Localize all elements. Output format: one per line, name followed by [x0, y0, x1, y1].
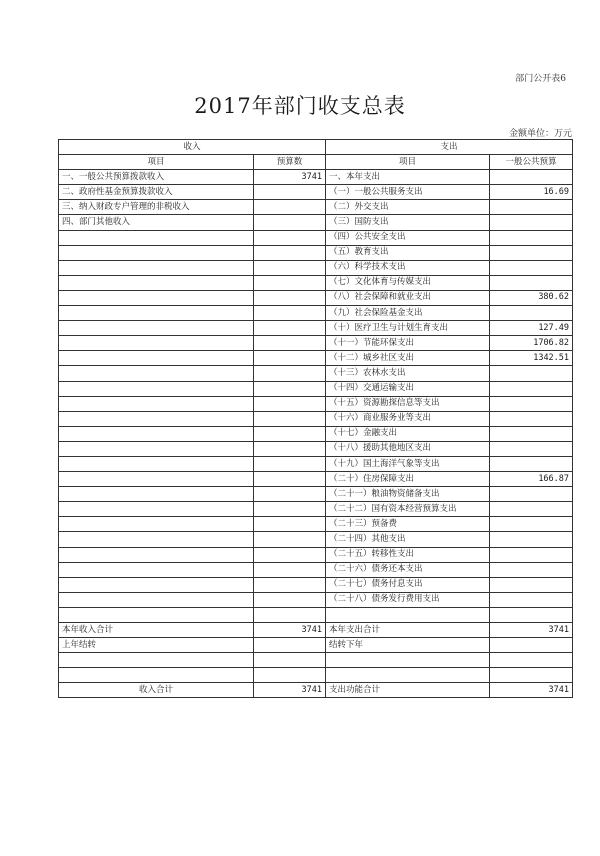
income-item-cell: 二、政府性基金预算拨款收入	[59, 185, 254, 200]
income-amount-cell	[254, 336, 326, 351]
expense-amount-cell	[490, 487, 573, 502]
expense-amount-cell	[490, 245, 573, 260]
expense-item-cell: （二十七）债务付息支出	[326, 577, 490, 592]
income-amount-cell	[254, 562, 326, 577]
expense-item-cell: （十九）国土海洋气象等支出	[326, 456, 490, 471]
income-item-cell	[59, 577, 254, 592]
income-amount-cell	[254, 502, 326, 517]
expense-amount-cell	[490, 411, 573, 426]
table-row	[59, 487, 573, 502]
income-amount-cell: 3741	[254, 683, 326, 698]
expense-item-cell: （十五）资源勘探信息等支出	[326, 396, 490, 411]
expense-budget-header: 一般公共预算	[490, 155, 573, 170]
amount-unit: 金额单位：万元	[508, 129, 572, 139]
expense-item-cell: （二十三）预备费	[326, 517, 490, 532]
income-item-header: 项目	[59, 155, 254, 170]
expense-amount-cell	[490, 366, 573, 381]
table-row	[59, 472, 573, 487]
income-item-cell	[59, 245, 254, 260]
table-row	[59, 215, 573, 230]
income-amount-cell	[254, 260, 326, 275]
income-amount-cell	[254, 426, 326, 441]
income-expense-table	[58, 139, 573, 698]
table-row	[59, 623, 573, 638]
expense-item-cell: （二十四）其他支出	[326, 532, 490, 547]
expense-item-cell: 支出功能合计	[326, 683, 490, 698]
income-budget-header: 预算数	[254, 155, 326, 170]
expense-item-cell	[326, 653, 490, 668]
table-row	[59, 366, 573, 381]
income-amount-cell	[254, 200, 326, 215]
income-item-cell	[59, 321, 254, 336]
table-row	[59, 456, 573, 471]
income-amount-cell	[254, 517, 326, 532]
expense-amount-cell	[490, 441, 573, 456]
expense-amount-cell	[490, 547, 573, 562]
expense-item-cell: （二）外交支出	[326, 200, 490, 215]
income-item-cell	[59, 411, 254, 426]
expense-item-cell: 一、本年支出	[326, 170, 490, 185]
expense-item-cell: （六）科学技术支出	[326, 260, 490, 275]
income-amount-cell	[254, 366, 326, 381]
expense-item-cell: （十七）金融支出	[326, 426, 490, 441]
expense-amount-cell	[490, 517, 573, 532]
income-item-cell	[59, 487, 254, 502]
table-row	[59, 562, 573, 577]
income-amount-cell	[254, 592, 326, 607]
expense-item-cell: （十二）城乡社区支出	[326, 351, 490, 366]
expense-item-header: 项目	[326, 155, 490, 170]
income-amount-cell	[254, 653, 326, 668]
expense-item-cell: （八）社会保障和就业支出	[326, 290, 490, 305]
column-header-row	[59, 155, 573, 170]
expense-amount-cell	[490, 200, 573, 215]
table-body	[59, 170, 573, 698]
table-row	[59, 245, 573, 260]
expense-amount-cell: 380.62	[490, 290, 573, 305]
income-item-cell	[59, 426, 254, 441]
table-row	[59, 185, 573, 200]
expense-item-cell: （七）文化体育与传媒支出	[326, 275, 490, 290]
income-amount-cell	[254, 290, 326, 305]
income-item-cell	[59, 260, 254, 275]
expense-amount-cell: 166.87	[490, 472, 573, 487]
income-item-cell	[59, 306, 254, 321]
income-amount-cell	[254, 441, 326, 456]
income-item-cell	[59, 275, 254, 290]
expense-amount-cell: 1706.82	[490, 336, 573, 351]
expense-item-cell: （十四）交通运输支出	[326, 381, 490, 396]
expense-amount-cell	[490, 653, 573, 668]
income-amount-cell	[254, 472, 326, 487]
income-amount-cell	[254, 547, 326, 562]
expense-amount-cell	[490, 532, 573, 547]
income-item-cell	[59, 532, 254, 547]
table-row	[59, 653, 573, 668]
income-item-cell	[59, 336, 254, 351]
table-row	[59, 577, 573, 592]
expense-item-cell: （五）教育支出	[326, 245, 490, 260]
income-item-cell	[59, 456, 254, 471]
expense-item-cell: （一）一般公共服务支出	[326, 185, 490, 200]
expense-item-cell	[326, 607, 490, 622]
income-amount-cell: 3741	[254, 623, 326, 638]
income-item-cell	[59, 668, 254, 683]
income-item-cell: 收入合计	[59, 683, 254, 698]
table-row	[59, 668, 573, 683]
expense-amount-cell	[490, 230, 573, 245]
income-item-cell	[59, 517, 254, 532]
page-title: 2017年部门收支总表	[194, 94, 406, 118]
expense-amount-cell	[490, 577, 573, 592]
income-amount-cell	[254, 638, 326, 653]
income-item-cell: 上年结转	[59, 638, 254, 653]
income-item-cell	[59, 592, 254, 607]
expense-amount-cell	[490, 215, 573, 230]
income-amount-cell	[254, 411, 326, 426]
income-amount-cell	[254, 306, 326, 321]
expense-amount-cell	[490, 668, 573, 683]
expense-item-cell: （十一）节能环保支出	[326, 336, 490, 351]
expense-item-cell: （四）公共安全支出	[326, 230, 490, 245]
income-item-cell: 本年收入合计	[59, 623, 254, 638]
expense-item-cell: （二十八）债务发行费用支出	[326, 592, 490, 607]
income-item-cell: 三、纳入财政专户管理的非税收入	[59, 200, 254, 215]
income-amount-cell	[254, 396, 326, 411]
expense-item-cell: （十六）商业服务业等支出	[326, 411, 490, 426]
income-item-cell	[59, 653, 254, 668]
income-amount-cell	[254, 215, 326, 230]
income-item-cell	[59, 381, 254, 396]
expense-amount-cell	[490, 638, 573, 653]
section-header-row	[59, 140, 573, 155]
table-row	[59, 381, 573, 396]
expense-item-cell: （二十一）粮油物资储备支出	[326, 487, 490, 502]
income-section-header: 收入	[59, 140, 326, 155]
expense-amount-cell: 3741	[490, 683, 573, 698]
income-amount-cell	[254, 532, 326, 547]
table-row	[59, 547, 573, 562]
expense-amount-cell	[490, 396, 573, 411]
income-item-cell	[59, 396, 254, 411]
table-row	[59, 351, 573, 366]
table-row	[59, 260, 573, 275]
income-amount-cell	[254, 487, 326, 502]
expense-amount-cell	[490, 562, 573, 577]
table-row	[59, 306, 573, 321]
income-amount-cell	[254, 607, 326, 622]
table-row	[59, 532, 573, 547]
income-amount-cell	[254, 456, 326, 471]
income-item-cell: 四、部门其他收入	[59, 215, 254, 230]
expense-amount-cell	[490, 260, 573, 275]
table-row	[59, 275, 573, 290]
income-amount-cell	[254, 245, 326, 260]
expense-item-cell: （三）国防支出	[326, 215, 490, 230]
table-row	[59, 426, 573, 441]
expense-amount-cell: 1342.51	[490, 351, 573, 366]
income-amount-cell	[254, 275, 326, 290]
income-item-cell	[59, 366, 254, 381]
table-row	[59, 230, 573, 245]
expense-amount-cell	[490, 170, 573, 185]
income-item-cell: 一、一般公共预算拨款收入	[59, 170, 254, 185]
table-row	[59, 321, 573, 336]
expense-amount-cell: 3741	[490, 623, 573, 638]
income-amount-cell	[254, 351, 326, 366]
expense-item-cell: （二十二）国有资本经营预算支出	[326, 502, 490, 517]
expense-amount-cell: 16.69	[490, 185, 573, 200]
income-amount-cell	[254, 321, 326, 336]
expense-amount-cell	[490, 502, 573, 517]
income-amount-cell	[254, 381, 326, 396]
expense-amount-cell	[490, 607, 573, 622]
expense-item-cell: 结转下年	[326, 638, 490, 653]
income-amount-cell	[254, 668, 326, 683]
income-item-cell	[59, 607, 254, 622]
expense-item-cell: （二十六）债务还本支出	[326, 562, 490, 577]
expense-amount-cell	[490, 275, 573, 290]
income-item-cell	[59, 441, 254, 456]
expense-amount-cell	[490, 381, 573, 396]
expense-amount-cell	[490, 306, 573, 321]
expense-amount-cell	[490, 456, 573, 471]
income-amount-cell	[254, 185, 326, 200]
table-row	[59, 638, 573, 653]
expense-item-cell: （十三）农林水支出	[326, 366, 490, 381]
table-row	[59, 502, 573, 517]
expense-item-cell: （二十）住房保障支出	[326, 472, 490, 487]
income-item-cell	[59, 562, 254, 577]
table-row	[59, 200, 573, 215]
income-item-cell	[59, 230, 254, 245]
table-row	[59, 592, 573, 607]
income-item-cell	[59, 351, 254, 366]
table-row	[59, 170, 573, 185]
table-row	[59, 396, 573, 411]
expense-amount-cell	[490, 592, 573, 607]
table-row	[59, 517, 573, 532]
table-row	[59, 336, 573, 351]
document-code: 部门公开表6	[515, 74, 566, 84]
income-item-cell	[59, 502, 254, 517]
expense-section-header: 支出	[326, 140, 573, 155]
expense-item-cell: （十八）援助其他地区支出	[326, 441, 490, 456]
expense-item-cell: （九）社会保险基金支出	[326, 306, 490, 321]
expense-item-cell: （二十五）转移性支出	[326, 547, 490, 562]
expense-item-cell: 本年支出合计	[326, 623, 490, 638]
table-row	[59, 441, 573, 456]
income-amount-cell	[254, 577, 326, 592]
table-row	[59, 607, 573, 622]
income-item-cell	[59, 290, 254, 305]
income-item-cell	[59, 547, 254, 562]
income-amount-cell	[254, 230, 326, 245]
income-amount-cell: 3741	[254, 170, 326, 185]
expense-item-cell: （十）医疗卫生与计划生育支出	[326, 321, 490, 336]
expense-amount-cell	[490, 426, 573, 441]
table-row	[59, 411, 573, 426]
table-row	[59, 290, 573, 305]
expense-item-cell	[326, 668, 490, 683]
income-item-cell	[59, 472, 254, 487]
table-row	[59, 683, 573, 698]
expense-amount-cell: 127.49	[490, 321, 573, 336]
